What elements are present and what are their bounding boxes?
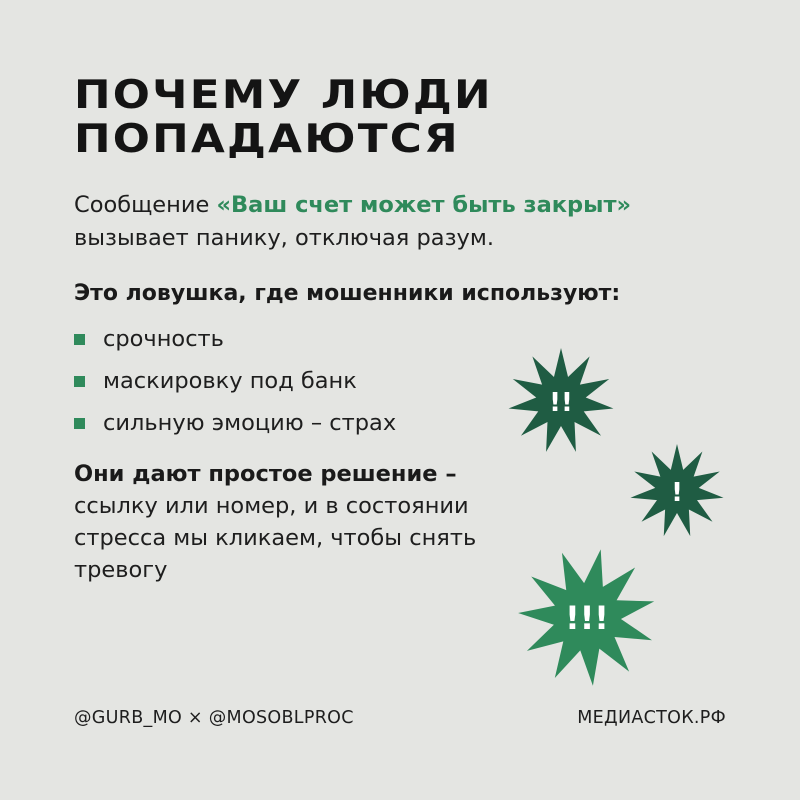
outro-text: ссылку или номер, и в состоянии стресса мы кликаем, чтобы снять тревогу bbox=[74, 493, 477, 583]
list-heading: Это ловушка, где мошенники используют: bbox=[74, 281, 621, 306]
square-bullet-icon bbox=[74, 418, 85, 429]
title-line-1: ПОЧЕМУ ЛЮДИ bbox=[74, 73, 493, 118]
alert-burst-label: !!! bbox=[565, 599, 609, 637]
intro-quote: «Ваш счет может быть закрыт» bbox=[216, 192, 632, 218]
list-item-label: срочность bbox=[103, 326, 224, 352]
intro-paragraph bbox=[74, 189, 714, 255]
alert-burst-icon-bottom bbox=[518, 548, 656, 686]
square-bullet-icon bbox=[74, 334, 85, 345]
intro-suffix: вызывает панику, отключая разум. bbox=[74, 225, 494, 251]
outro-bold: Они дают простое решение – bbox=[74, 461, 457, 487]
footer-handles: @GURB_MO × @MOSOBLPROC bbox=[74, 708, 354, 728]
title-line-2: ПОПАДАЮТСЯ bbox=[74, 117, 460, 162]
list-item-label: маскировку под банк bbox=[103, 368, 357, 394]
alert-burst-label: ! bbox=[671, 478, 683, 508]
footer-site: МЕДИАСТОК.РФ bbox=[577, 708, 726, 728]
list-item bbox=[74, 318, 396, 360]
alert-burst-icon-top bbox=[508, 348, 614, 454]
alert-burst-label: !! bbox=[549, 388, 573, 418]
tactics-list bbox=[74, 318, 396, 444]
alert-burst-icon-middle bbox=[630, 444, 724, 538]
outro-paragraph bbox=[74, 458, 544, 586]
square-bullet-icon bbox=[74, 376, 85, 387]
list-item-label: сильную эмоцию – страх bbox=[103, 410, 397, 436]
page-title bbox=[74, 74, 493, 162]
list-item bbox=[74, 402, 396, 444]
list-item bbox=[74, 360, 396, 402]
intro-prefix: Сообщение bbox=[74, 192, 217, 218]
